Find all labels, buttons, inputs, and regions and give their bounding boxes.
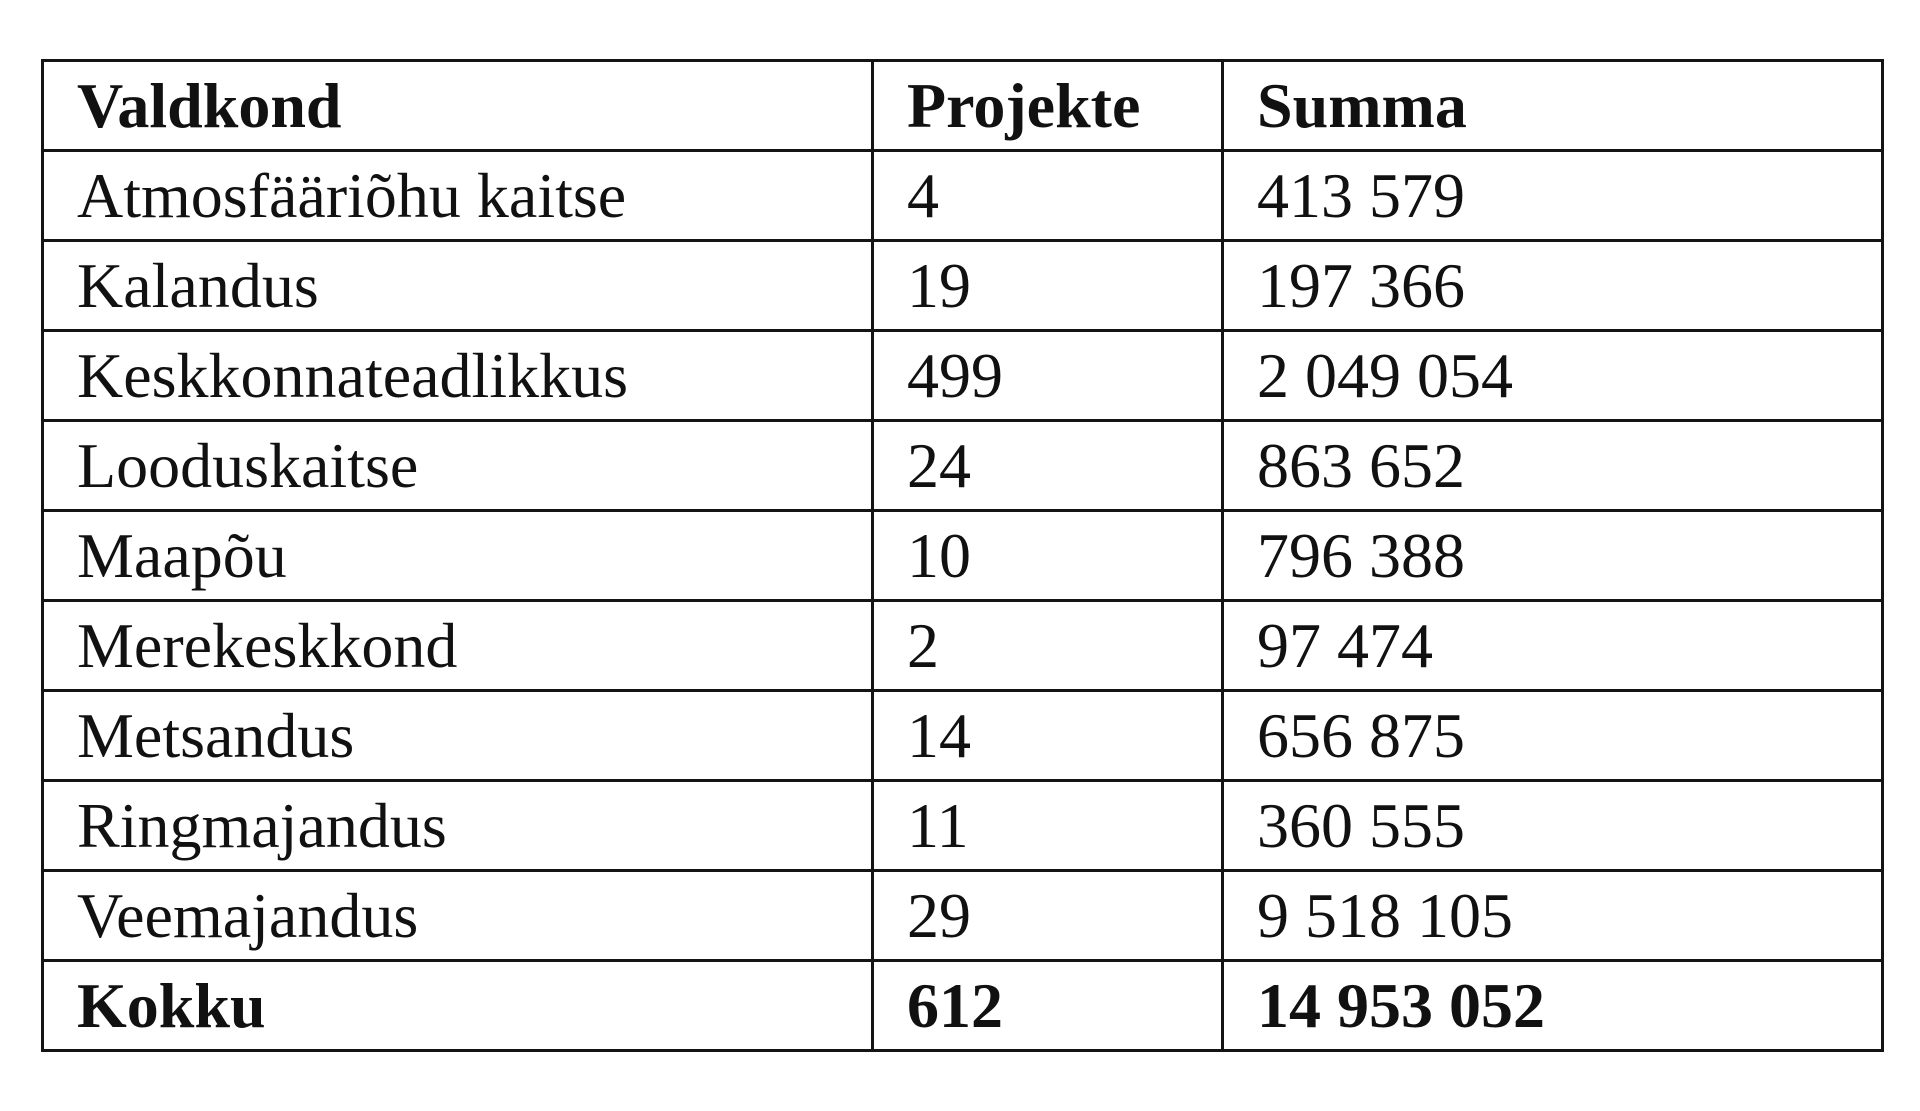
table-container <box>41 59 1884 1052</box>
cell-projekte: 24 <box>873 421 1223 511</box>
table-row <box>43 421 1883 511</box>
cell-valdkond: Merekeskkond <box>43 601 873 691</box>
cell-valdkond: Metsandus <box>43 691 873 781</box>
cell-valdkond: Keskkonnateadlikkus <box>43 331 873 421</box>
cell-valdkond: Veemajandus <box>43 871 873 961</box>
cell-projekte: 4 <box>873 151 1223 241</box>
cell-summa: 2 049 054 <box>1223 331 1883 421</box>
total-row <box>43 961 1883 1051</box>
header-valdkond: Valdkond <box>43 61 873 151</box>
cell-summa: 863 652 <box>1223 421 1883 511</box>
cell-valdkond: Kalandus <box>43 241 873 331</box>
cell-projekte: 29 <box>873 871 1223 961</box>
table-row <box>43 781 1883 871</box>
table-row <box>43 331 1883 421</box>
cell-projekte: 11 <box>873 781 1223 871</box>
cell-projekte: 14 <box>873 691 1223 781</box>
cell-valdkond: Atmosfääriõhu kaitse <box>43 151 873 241</box>
total-label: Kokku <box>43 961 873 1051</box>
table-row <box>43 511 1883 601</box>
header-row <box>43 61 1883 151</box>
cell-valdkond: Ringmajandus <box>43 781 873 871</box>
table-row <box>43 151 1883 241</box>
cell-projekte: 19 <box>873 241 1223 331</box>
table-row <box>43 871 1883 961</box>
table-row <box>43 241 1883 331</box>
header-projekte: Projekte <box>873 61 1223 151</box>
cell-valdkond: Looduskaitse <box>43 421 873 511</box>
table-row <box>43 691 1883 781</box>
cell-summa: 9 518 105 <box>1223 871 1883 961</box>
cell-summa: 197 366 <box>1223 241 1883 331</box>
cell-summa: 97 474 <box>1223 601 1883 691</box>
table-row <box>43 601 1883 691</box>
total-summa: 14 953 052 <box>1223 961 1883 1051</box>
total-projekte: 612 <box>873 961 1223 1051</box>
cell-summa: 656 875 <box>1223 691 1883 781</box>
header-summa: Summa <box>1223 61 1883 151</box>
cell-projekte: 10 <box>873 511 1223 601</box>
cell-summa: 796 388 <box>1223 511 1883 601</box>
cell-valdkond: Maapõu <box>43 511 873 601</box>
cell-projekte: 2 <box>873 601 1223 691</box>
projects-table <box>41 59 1884 1052</box>
cell-summa: 360 555 <box>1223 781 1883 871</box>
cell-summa: 413 579 <box>1223 151 1883 241</box>
cell-projekte: 499 <box>873 331 1223 421</box>
